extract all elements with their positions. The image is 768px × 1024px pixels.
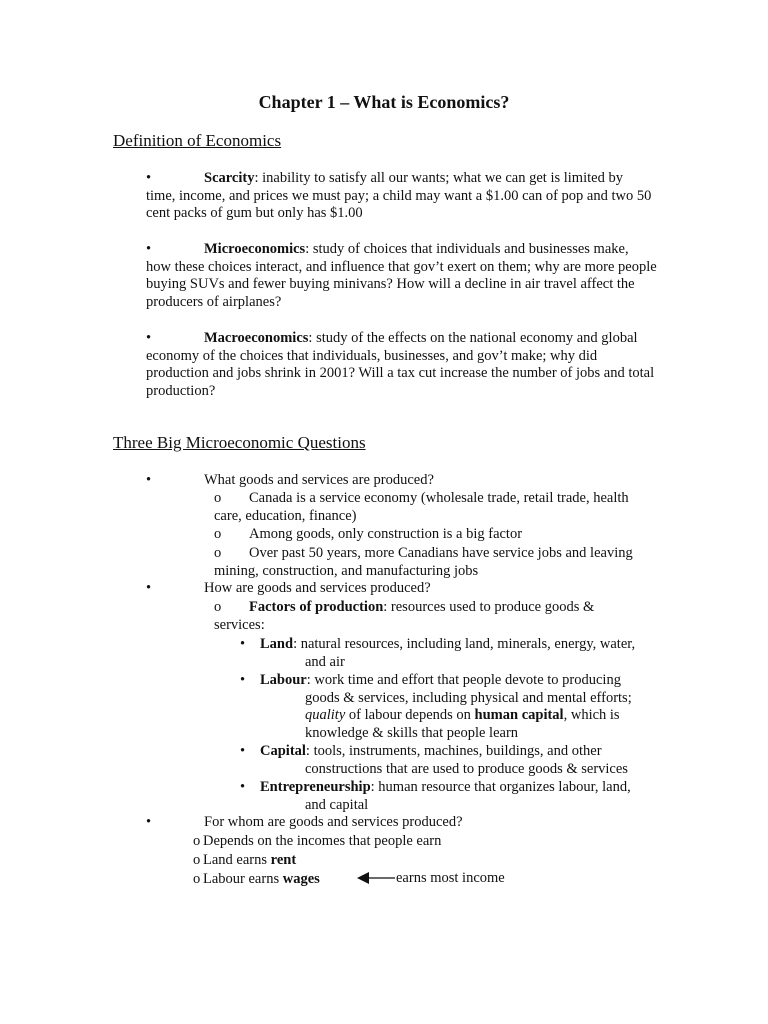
o-glyph: o — [214, 526, 222, 542]
bullet-glyph: • — [146, 814, 152, 830]
bullet-glyph: • — [146, 170, 152, 186]
term-capital: Capital — [260, 743, 306, 759]
factor-text-continued: goods & services, including physical and mental efforts; — [305, 689, 632, 706]
bullet-glyph: • — [240, 636, 246, 652]
factor-capital — [240, 743, 660, 778]
factor-text-continued: and capital — [305, 796, 369, 813]
sub-item-text-continued: care, education, finance) — [214, 508, 357, 524]
factor-text: : natural resources, including land, minerals, energy, water, — [293, 636, 636, 652]
term-labour: Labour — [260, 672, 307, 688]
definition-text: : study of choices that individuals and businesses make, — [305, 241, 629, 257]
arrow-annotation: earns most income — [396, 870, 505, 886]
sub-item-incomes — [193, 832, 441, 850]
question-how — [146, 580, 431, 598]
definition-text-continued: economy of the choices that individuals, businesses, and gov’t make; why did production and jobs shrink in 2001? Will a tax cut increase the number of jobs and total production? — [146, 347, 655, 399]
factor-text-continued: knowledge & skills that people learn — [305, 724, 519, 741]
definition-item-scarcity — [146, 170, 658, 223]
definition-text-continued: how these choices interact, and influence that gov’t exert on them; why are more people buying SUVs and fewer buying minivans? How will a decline in air travel affect the producers of airplanes? — [146, 258, 657, 310]
bullet-glyph: • — [240, 672, 246, 688]
term-scarcity: Scarcity — [204, 170, 255, 186]
sub-item-service-jobs — [214, 544, 654, 580]
sub-item-text: Over past 50 years, more Canadians have service jobs and leaving — [249, 545, 633, 561]
sub-item-construction — [214, 525, 654, 543]
term-microeconomics: Microeconomics — [204, 241, 306, 257]
sub-item-text-continued: mining, construction, and manufacturing jobs — [214, 563, 479, 579]
term-rent: rent — [270, 852, 297, 868]
factor-text-continued: , which is — [563, 707, 620, 723]
bullet-glyph: • — [240, 779, 246, 795]
term-entrepreneurship: Entrepreneurship — [260, 779, 371, 795]
question-for-whom — [146, 814, 463, 832]
definition-item-microeconomics — [146, 241, 658, 311]
term-quality: quality — [305, 707, 346, 723]
question-text: How are goods and services produced? — [204, 580, 431, 596]
sub-item-text: Labour earns — [203, 871, 283, 887]
bullet-glyph: • — [146, 330, 152, 346]
term-factors-of-production: Factors of production — [249, 599, 384, 615]
sub-item-text: Depends on the incomes that people earn — [203, 833, 442, 849]
question-text: For whom are goods and services produced? — [204, 814, 463, 830]
o-glyph: o — [214, 599, 222, 615]
factor-labour — [240, 672, 660, 742]
sub-item-labour-wages — [193, 870, 320, 888]
sub-item-land-rent — [193, 851, 296, 869]
section-heading-questions: Three Big Microeconomic Questions — [113, 433, 366, 452]
page-title: Chapter 1 – What is Economics? — [258, 92, 510, 112]
bullet-glyph: • — [146, 580, 152, 596]
sub-item-text: Canada is a service economy (wholesale trade, retail trade, health — [249, 490, 629, 506]
definition-text: : study of the effects on the national economy and global — [308, 330, 638, 346]
bullet-glyph: • — [240, 743, 246, 759]
term-macroeconomics: Macroeconomics — [204, 330, 309, 346]
sub-item-text: Among goods, only construction is a big factor — [249, 526, 523, 542]
sub-item-service-economy — [214, 489, 654, 525]
term-wages: wages — [282, 871, 320, 887]
factor-entrepreneurship — [240, 779, 660, 814]
o-glyph: o — [193, 871, 201, 887]
factor-text: : tools, instruments, machines, buildings, and other — [305, 743, 602, 759]
factor-land — [240, 636, 660, 671]
factor-text-continued: constructions that are used to produce goods & services — [305, 760, 628, 777]
definition-item-macroeconomics — [146, 330, 658, 400]
factor-text: : work time and effort that people devote to producing — [306, 672, 621, 688]
definition-text-continued: time, income, and prices we must pay; a child may want a $1.00 can of pop and two 50 cent packs of gum but only has $1.00 — [146, 187, 652, 221]
sub-item-factors-of-production — [214, 598, 654, 634]
sub-item-text-continued: services: — [214, 617, 265, 633]
term-human-capital: human capital — [474, 707, 564, 723]
question-text: What goods and services are produced? — [204, 472, 434, 488]
factor-text-continued: and air — [305, 653, 345, 670]
o-glyph: o — [193, 833, 201, 849]
question-what — [146, 472, 434, 490]
factor-text: : human resource that organizes labour, land, — [370, 779, 631, 795]
factor-text-continued: of labour depends on — [345, 707, 475, 723]
section-heading-definition: Definition of Economics — [113, 131, 282, 150]
o-glyph: o — [214, 490, 222, 506]
bullet-glyph: • — [146, 241, 152, 257]
left-arrow-icon — [357, 871, 395, 885]
term-land: Land — [260, 636, 294, 652]
bullet-glyph: • — [146, 472, 152, 488]
o-glyph: o — [193, 852, 201, 868]
o-glyph: o — [214, 545, 222, 561]
sub-item-text: : resources used to produce goods & — [383, 599, 595, 615]
sub-item-text: Land earns — [203, 852, 271, 868]
definition-text: : inability to satisfy all our wants; what we can get is limited by — [254, 170, 623, 186]
